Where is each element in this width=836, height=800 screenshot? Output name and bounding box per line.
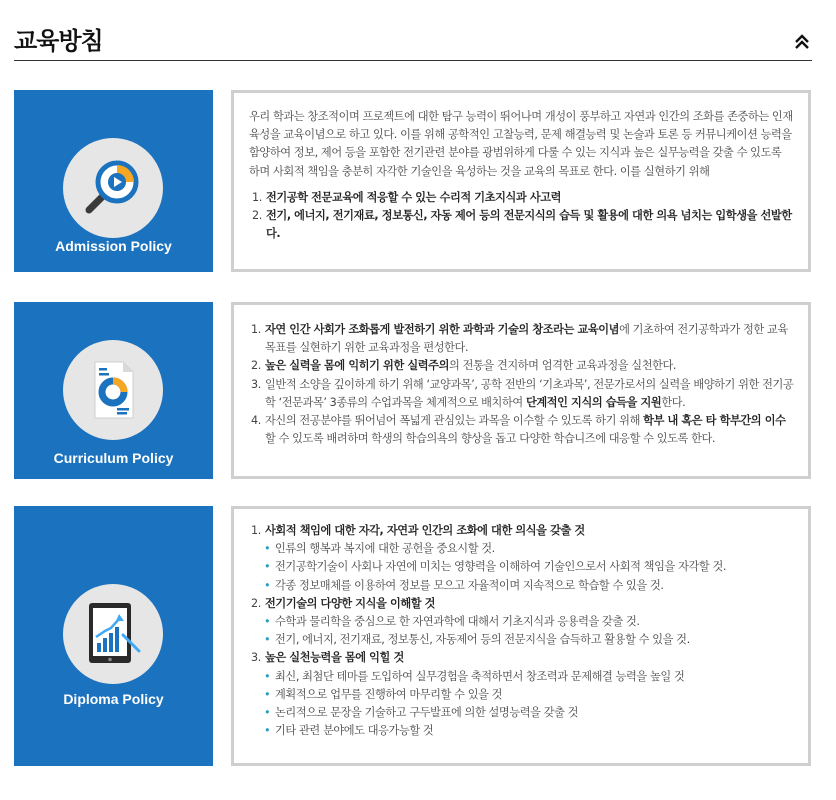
magnifier-icon — [81, 156, 145, 220]
sub-item: • 기타 관련 분야에도 대응가능할 것 — [251, 722, 794, 740]
sub-list — [251, 540, 794, 595]
item-text: 에 기초하여 전기공학과가 정한 교육 목표를 실현하기 위한 교육과정을 편성한다. — [265, 323, 788, 355]
tablet-growth-chart-icon — [83, 601, 143, 667]
admission-policy-card — [14, 90, 814, 272]
curriculum-policy-tile — [14, 302, 213, 479]
collapse-button[interactable] — [792, 32, 812, 52]
group-title: 전기기술의 다양한 지식을 이해할 것 — [265, 596, 436, 610]
diploma-policy-tile — [14, 506, 213, 766]
list-item — [251, 649, 794, 740]
group-title: 높은 실천능력을 몸에 익힐 것 — [265, 651, 404, 665]
admission-intro: 우리 학과는 창조적이며 프로젝트에 대한 탐구 능력이 뛰어나며 개성이 풍부하고 자연과 인간의 조화를 존중하는 인재 육성을 교육이념으로 하고 있다. 이를 위해 공학적인 고찰능력, 문제 해결능력 및 논술과 토론 등 커뮤니케이션 능력을 함양하여 정보, 제어 등을 포함한 전기관련 분야를 광범위하게 다룰 수 있는 지식과 높은 실무능력을 갖출 수 있도록 하며 사회적 책임을 충분히 자각한 기술인을 육성하는 것을 교육의 목표로 한다. 이를 실현하기 위해 — [249, 110, 793, 178]
sub-item: • 각종 정보매체를 이용하여 정보를 모으고 자율적이며 지속적으로 학습할 수 있을 것. — [251, 577, 794, 595]
item-text: 자신의 전공분야를 뛰어넘어 폭넓게 관심있는 과목을 이수할 수 있도록 하기 위해 — [265, 414, 644, 428]
item-text-end: 할 수 있도록 배려하며 학생의 학습의욕의 향상을 돕고 다양한 학습니즈에 대응할 수 있도록 한다. — [265, 432, 716, 446]
sub-list — [251, 613, 794, 649]
sub-item: • 계획적으로 업무를 진행하여 마무리할 수 있을 것 — [251, 686, 794, 704]
group-title: 사회적 책임에 대한 자각, 자연과 인간의 조화에 대한 의식을 갖출 것 — [265, 524, 585, 537]
item-text: 전기공학 전문교육에 적응할 수 있는 수리적 기초지식과 사고력 — [266, 190, 562, 204]
curriculum-policy-content — [231, 302, 811, 479]
item-number: 4. — [251, 414, 261, 428]
admission-policy-label: Admission Policy — [55, 238, 172, 254]
document-chart-icon — [83, 358, 143, 422]
admission-list — [249, 189, 794, 244]
list-item — [251, 321, 794, 357]
item-emphasis: 학부 내 혹은 타 학부간의 이수 — [643, 414, 786, 428]
list-item — [251, 595, 794, 650]
curriculum-list — [234, 305, 808, 448]
diploma-list — [234, 509, 808, 740]
list-item — [251, 376, 794, 412]
curriculum-policy-label: Curriculum Policy — [53, 450, 174, 466]
item-text-end: 한다. — [661, 395, 686, 409]
item-emphasis: 단계적인 지식의 습득을 지원 — [525, 395, 662, 409]
item-number: 1. — [251, 323, 261, 336]
item-emphasis: 높은 실력을 몸에 익히기 위한 실력주의 — [265, 359, 449, 373]
admission-policy-tile — [14, 90, 213, 272]
double-chevron-up-icon — [792, 32, 812, 52]
sub-item: • 수학과 물리학을 중심으로 한 자연과학에 대해서 기초지식과 응용력을 갖출 것. — [251, 613, 794, 631]
curriculum-policy-card — [14, 302, 814, 479]
sub-item: • 전기공학기술이 사회나 자연에 미치는 영향력을 이해하여 기술인으로서 사회적 책임을 자각할 것. — [251, 558, 794, 576]
diploma-policy-content — [231, 506, 811, 766]
list-item — [252, 189, 794, 207]
list-item — [252, 207, 794, 243]
item-number: 1. — [251, 524, 261, 537]
item-number: 2. — [251, 596, 261, 610]
item-number: 1. — [252, 190, 262, 204]
list-item — [251, 357, 794, 375]
item-text: 전기, 에너지, 전기재료, 정보통신, 자동 제어 등의 전문지식의 습득 및 활용에 대한 의욕 넘치는 입학생을 선발한다. — [266, 209, 792, 241]
item-text: 의 전통을 견지하며 엄격한 교육과정을 실천한다. — [449, 359, 677, 373]
sub-list — [251, 668, 794, 741]
diploma-policy-card — [14, 506, 814, 766]
item-number: 3. — [251, 651, 261, 665]
item-number: 2. — [252, 209, 262, 223]
section-header — [14, 0, 812, 61]
item-emphasis: 자연 인간 사회가 조화롭게 발전하기 위한 과학과 기술의 창조라는 교육이념 — [265, 323, 620, 336]
admission-policy-content — [231, 90, 811, 272]
sub-item: • 전기, 에너지, 전기재료, 정보통신, 자동제어 등의 전문지식을 습득하고 활용할 수 있을 것. — [251, 631, 794, 649]
sub-item: • 인류의 행복과 복지에 대한 공헌을 중요시할 것. — [251, 540, 794, 558]
item-text: 일반적 소양을 깊이하게 하기 위해 ‘교양과목’, 공학 전반의 ‘기초과목’, 전문가로서의 실력을 배양하기 위한 전기공학 ‘전문과목’ 3종류의 수업과목을 체계적으로 배치하여 — [265, 377, 794, 409]
curriculum-icon-circle — [63, 340, 163, 440]
page-title: 교육방침 — [14, 27, 103, 55]
admission-icon-circle — [63, 138, 163, 238]
item-number: 2. — [251, 359, 261, 373]
item-number: 3. — [251, 377, 261, 391]
diploma-icon-circle — [63, 584, 163, 684]
sub-item: • 최신, 최첨단 테마를 도입하여 실무경험을 축적하면서 창조력과 문제해결 능력을 높일 것 — [251, 668, 794, 686]
list-item — [251, 522, 794, 595]
diploma-policy-label: Diploma Policy — [63, 691, 164, 707]
list-item — [251, 412, 794, 448]
sub-item: • 논리적으로 문장을 기술하고 구두발표에 의한 설명능력을 갖출 것 — [251, 704, 794, 722]
